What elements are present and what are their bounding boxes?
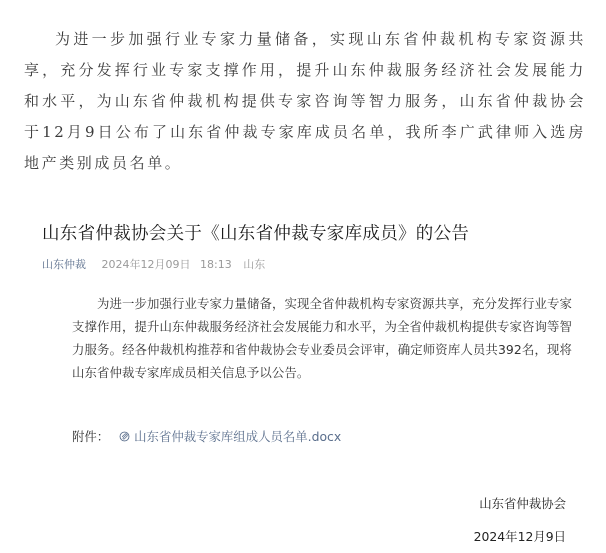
attachment-row: [72, 427, 341, 445]
publish-location: 山东: [243, 258, 266, 271]
attachment-filename: 山东省仲裁专家库组成人员名单.docx: [134, 429, 342, 444]
article-meta: [42, 256, 265, 272]
publish-time: 18:13: [200, 258, 232, 271]
announcement-body: 为进一步加强行业专家力量储备，实现全省仲裁机构专家资源共享，充分发挥行业专家支撑作用，提升山东仲裁服务经济社会发展能力和水平，为全省仲裁机构提供专家咨询等智力服务。经各仲裁机构推荐和省仲裁协会专业委员会评审，确定师资库人员共392名，现将山东省仲裁专家库成员相关信息予以公告。: [72, 296, 572, 380]
announcement-card: [0, 212, 606, 544]
source-account-link[interactable]: 山东仲裁: [42, 258, 86, 271]
attachment-label: 附件：: [72, 429, 110, 444]
announcement-title: 山东省仲裁协会关于《山东省仲裁专家库成员》的公告: [42, 224, 470, 244]
signature-org: 山东省仲裁协会: [479, 496, 566, 511]
attachment-link[interactable]: [119, 427, 341, 445]
paperclip-icon: [119, 431, 130, 442]
signature-block: [474, 487, 566, 553]
intro-paragraph: 为进一步加强行业专家力量储备，实现山东省仲裁机构专家资源共享，充分发挥行业专家支撑作用，提升山东仲裁服务经济社会发展能力和水平，为山东省仲裁机构提供专家咨询等智力服务，山东省仲裁协会于12月9日公布了山东省仲裁专家库成员名单，我所李广武律师入选房地产类别成员名单。: [24, 30, 586, 172]
publish-date: 2024年12月09日: [101, 258, 191, 271]
signature-date: 2024年12月9日: [473, 529, 566, 544]
